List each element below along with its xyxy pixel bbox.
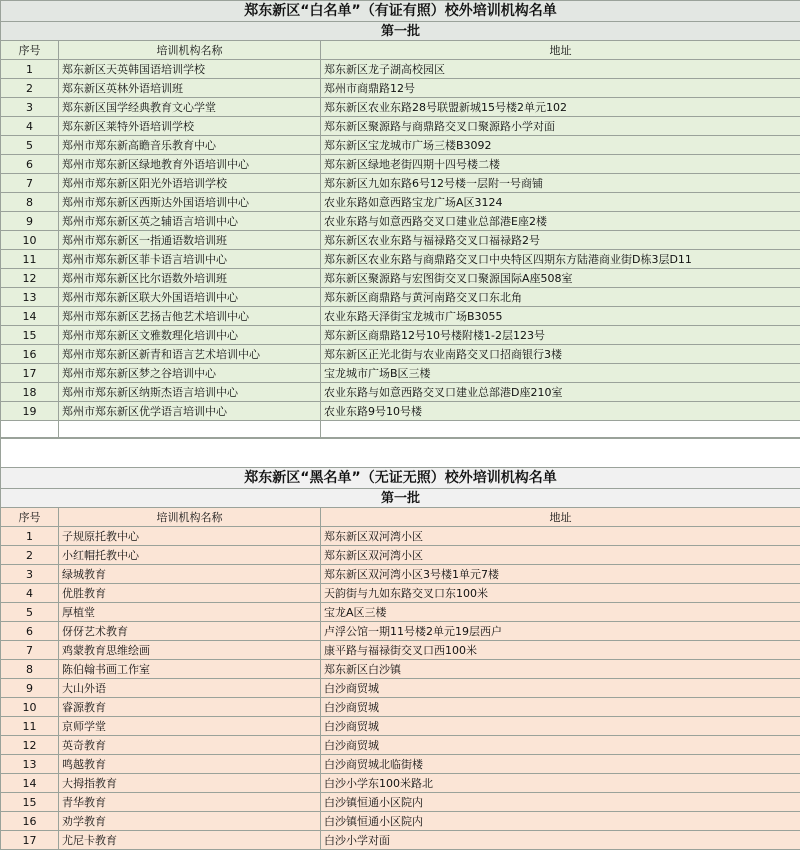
cell-no[interactable]: 16 [1,345,59,364]
cell-address[interactable]: 郑东新区聚源路与宏图街交叉口聚源国际A座508室 [321,269,800,288]
table-row [1,307,800,326]
cell-address[interactable]: 农业东路如意西路宝龙广场A区3124 [321,193,800,212]
cell-name[interactable]: 郑东新区国学经典教育文心学堂 [59,98,321,117]
table-row [1,212,800,231]
empty-cell[interactable] [321,439,800,468]
cell-address[interactable]: 郑东新区农业东路与商鼎路交叉口中央特区四期东方陆港商业街D栋3层D11 [321,250,800,269]
empty-cell[interactable] [1,439,59,468]
cell-name[interactable]: 尤尼卡教育 [59,831,321,850]
cell-no[interactable]: 8 [1,660,59,679]
table-row [1,288,800,307]
table-row [1,546,800,565]
cell-address[interactable]: 农业东路与如意西路交叉口建业总部港E座2楼 [321,212,800,231]
header-address[interactable]: 地址 [321,508,800,527]
cell-no[interactable]: 19 [1,402,59,421]
table-row [1,603,800,622]
cell-name[interactable]: 郑东新区天英韩国语培训学校 [59,60,321,79]
cell-name[interactable]: 青华教育 [59,793,321,812]
table-row [1,98,800,117]
header-name[interactable]: 培训机构名称 [59,41,321,60]
cell-name[interactable]: 绿城教育 [59,565,321,584]
cell-no[interactable]: 12 [1,736,59,755]
cell-name[interactable]: 大山外语 [59,679,321,698]
table-row [1,136,800,155]
cell-address[interactable]: 白沙小学东100米路北 [321,774,800,793]
table-row [1,250,800,269]
cell-name[interactable]: 郑州市郑东新区绿地教育外语培训中心 [59,155,321,174]
cell-name[interactable]: 郑州市郑东新区联大外国语培训中心 [59,288,321,307]
table-row [1,812,800,831]
cell-address[interactable]: 郑东新区白沙镇 [321,660,800,679]
cell-name[interactable]: 郑州市郑东新区新青和语言艺术培训中心 [59,345,321,364]
table-row [1,622,800,641]
header-address[interactable]: 地址 [321,41,800,60]
cell-name[interactable]: 鸣越教育 [59,755,321,774]
table-row [1,326,800,345]
cell-no[interactable]: 10 [1,698,59,717]
cell-no[interactable]: 15 [1,326,59,345]
table-row [1,679,800,698]
table-row [1,193,800,212]
cell-name[interactable]: 郑州市郑东新区艺扬吉他艺术培训中心 [59,307,321,326]
cell-address[interactable]: 郑东新区九如东路6号12号楼一层附一号商铺 [321,174,800,193]
cell-address[interactable]: 郑东新区双河湾小区 [321,527,800,546]
cell-no[interactable]: 14 [1,774,59,793]
table-row [1,155,800,174]
cell-name[interactable]: 郑州市郑东新区一指通语数培训班 [59,231,321,250]
table-row [1,117,800,136]
cell-address[interactable]: 白沙商贸城 [321,698,800,717]
header-no[interactable]: 序号 [1,508,59,527]
cell-name[interactable]: 郑州市郑东新区优学语言培训中心 [59,402,321,421]
cell-address[interactable]: 宝龙A区三楼 [321,603,800,622]
cell-no[interactable]: 13 [1,755,59,774]
white-list-title-row [1,1,800,22]
cell-address[interactable]: 郑东新区聚源路与商鼎路交叉口聚源路小学对面 [321,117,800,136]
cell-name[interactable]: 郑州市郑东新高瞻音乐教育中心 [59,136,321,155]
table-row [1,641,800,660]
cell-name[interactable]: 郑州市郑东新区比尔语数外培训班 [59,269,321,288]
table-row [1,698,800,717]
cell-no[interactable]: 5 [1,603,59,622]
cell-address[interactable]: 郑东新区农业东路与福禄路交叉口福禄路2号 [321,231,800,250]
cell-no[interactable]: 2 [1,546,59,565]
cell-address[interactable]: 白沙小学对面 [321,831,800,850]
table-row [1,79,800,98]
table-row [1,364,800,383]
cell-name[interactable]: 京师学堂 [59,717,321,736]
cell-address[interactable]: 农业东路与如意西路交叉口建业总部港D座210室 [321,383,800,402]
cell-name[interactable]: 优胜教育 [59,584,321,603]
cell-address[interactable]: 白沙商贸城 [321,717,800,736]
table-row [1,174,800,193]
cell-no[interactable]: 6 [1,155,59,174]
cell-no[interactable]: 2 [1,79,59,98]
cell-no[interactable]: 1 [1,527,59,546]
cell-no[interactable]: 12 [1,269,59,288]
black-list-title[interactable]: 郑东新区“黑名单”（无证无照）校外培训机构名单 [1,468,800,489]
table-row [1,774,800,793]
cell-address[interactable]: 郑东新区商鼎路与黄河南路交叉口东北角 [321,288,800,307]
cell-name[interactable]: 郑州市郑东新区菲卡语言培训中心 [59,250,321,269]
black-list-header-row [1,508,800,527]
black-list-batch[interactable]: 第一批 [1,489,800,508]
cell-no[interactable]: 16 [1,812,59,831]
cell-address[interactable]: 白沙商贸城 [321,679,800,698]
cell-no[interactable]: 6 [1,622,59,641]
gap-row [1,439,800,468]
table-row [1,660,800,679]
white-list-header-row [1,41,800,60]
cell-address[interactable]: 卢浮公馆一期11号楼2单元19层西户 [321,622,800,641]
table-row [1,345,800,364]
cell-address[interactable]: 郑州市商鼎路12号 [321,79,800,98]
cell-no[interactable]: 10 [1,231,59,250]
table-row [1,383,800,402]
cell-address[interactable]: 宝龙城市广场B区三楼 [321,364,800,383]
cell-no[interactable]: 18 [1,383,59,402]
cell-no[interactable]: 8 [1,193,59,212]
cell-address[interactable]: 郑东新区农业东路28号联盟新城15号楼2单元102 [321,98,800,117]
blank-row [1,421,800,438]
cell-no[interactable]: 4 [1,584,59,603]
table-row [1,793,800,812]
cell-address[interactable]: 郑东新区正光北街与农业南路交叉口招商银行3楼 [321,345,800,364]
cell-name[interactable]: 郑州市郑东新区西斯达外国语培训中心 [59,193,321,212]
cell-name[interactable]: 郑州市郑东新区纳斯杰语言培训中心 [59,383,321,402]
cell-name[interactable]: 郑州市郑东新区梦之谷培训中心 [59,364,321,383]
cell-address[interactable]: 白沙商贸城北临街楼 [321,755,800,774]
cell-no[interactable]: 5 [1,136,59,155]
table-row [1,527,800,546]
cell-address[interactable]: 农业东路天泽街宝龙城市广场B3055 [321,307,800,326]
cell-no[interactable]: 15 [1,793,59,812]
cell-name[interactable]: 郑州市郑东新区英之辅语言培训中心 [59,212,321,231]
cell-no[interactable]: 3 [1,98,59,117]
cell-name[interactable]: 郑州市郑东新区文雅数理化培训中心 [59,326,321,345]
cell-no[interactable]: 7 [1,174,59,193]
cell-name[interactable]: 鸡蒙教育思维绘画 [59,641,321,660]
cell-address[interactable]: 天韵街与九如东路交叉口东100米 [321,584,800,603]
white-list-title[interactable]: 郑东新区“白名单”（有证有照）校外培训机构名单 [1,1,800,22]
cell-address[interactable]: 郑东新区双河湾小区 [321,546,800,565]
table-row [1,269,800,288]
cell-address[interactable]: 郑东新区宝龙城市广场三楼B3092 [321,136,800,155]
cell-name[interactable]: 郑东新区莱特外语培训学校 [59,117,321,136]
table-row [1,402,800,421]
cell-no[interactable]: 13 [1,288,59,307]
cell-address[interactable]: 郑东新区双河湾小区3号楼1单元7楼 [321,565,800,584]
cell-no[interactable]: 17 [1,364,59,383]
cell-no[interactable]: 9 [1,212,59,231]
cell-address[interactable]: 郑东新区商鼎路12号10号楼附楼1-2层123号 [321,326,800,345]
cell-address[interactable]: 郑东新区龙子湖高校园区 [321,60,800,79]
cell-address[interactable]: 白沙商贸城 [321,736,800,755]
cell-no[interactable]: 17 [1,831,59,850]
cell-address[interactable]: 白沙镇恒通小区院内 [321,793,800,812]
cell-no[interactable]: 11 [1,250,59,269]
empty-cell[interactable] [59,421,321,438]
table-row [1,565,800,584]
table-row [1,736,800,755]
cell-name[interactable]: 英奇教育 [59,736,321,755]
header-no[interactable]: 序号 [1,41,59,60]
cell-no[interactable]: 1 [1,60,59,79]
cell-name[interactable]: 陈伯翰书画工作室 [59,660,321,679]
table-row [1,755,800,774]
cell-name[interactable]: 大拇指教育 [59,774,321,793]
cell-name[interactable]: 劝学教育 [59,812,321,831]
empty-cell[interactable] [321,421,800,438]
cell-no[interactable]: 4 [1,117,59,136]
cell-no[interactable]: 14 [1,307,59,326]
empty-cell[interactable] [59,439,321,468]
table-row [1,717,800,736]
cell-address[interactable]: 康平路与福禄街交叉口西100米 [321,641,800,660]
cell-name[interactable]: 睿源教育 [59,698,321,717]
cell-address[interactable]: 白沙镇恒通小区院内 [321,812,800,831]
cell-name[interactable]: 厚植堂 [59,603,321,622]
cell-address[interactable]: 农业东路9号10号楼 [321,402,800,421]
table-row [1,231,800,250]
cell-name[interactable]: 伢伢艺术教育 [59,622,321,641]
table-row [1,584,800,603]
white-list-batch[interactable]: 第一批 [1,22,800,41]
empty-cell[interactable] [1,421,59,438]
header-name[interactable]: 培训机构名称 [59,508,321,527]
cell-name[interactable]: 郑州市郑东新区阳光外语培训学校 [59,174,321,193]
white-list-batch-row [1,22,800,41]
cell-name[interactable]: 小红帽托教中心 [59,546,321,565]
black-list-table [0,438,800,850]
cell-name[interactable]: 郑东新区英林外语培训班 [59,79,321,98]
black-list-batch-row [1,489,800,508]
cell-name[interactable]: 子规原托教中心 [59,527,321,546]
table-row [1,831,800,850]
cell-no[interactable]: 9 [1,679,59,698]
black-list-title-row [1,468,800,489]
cell-no[interactable]: 7 [1,641,59,660]
cell-address[interactable]: 郑东新区绿地老街四期十四号楼二楼 [321,155,800,174]
table-row [1,60,800,79]
cell-no[interactable]: 11 [1,717,59,736]
cell-no[interactable]: 3 [1,565,59,584]
